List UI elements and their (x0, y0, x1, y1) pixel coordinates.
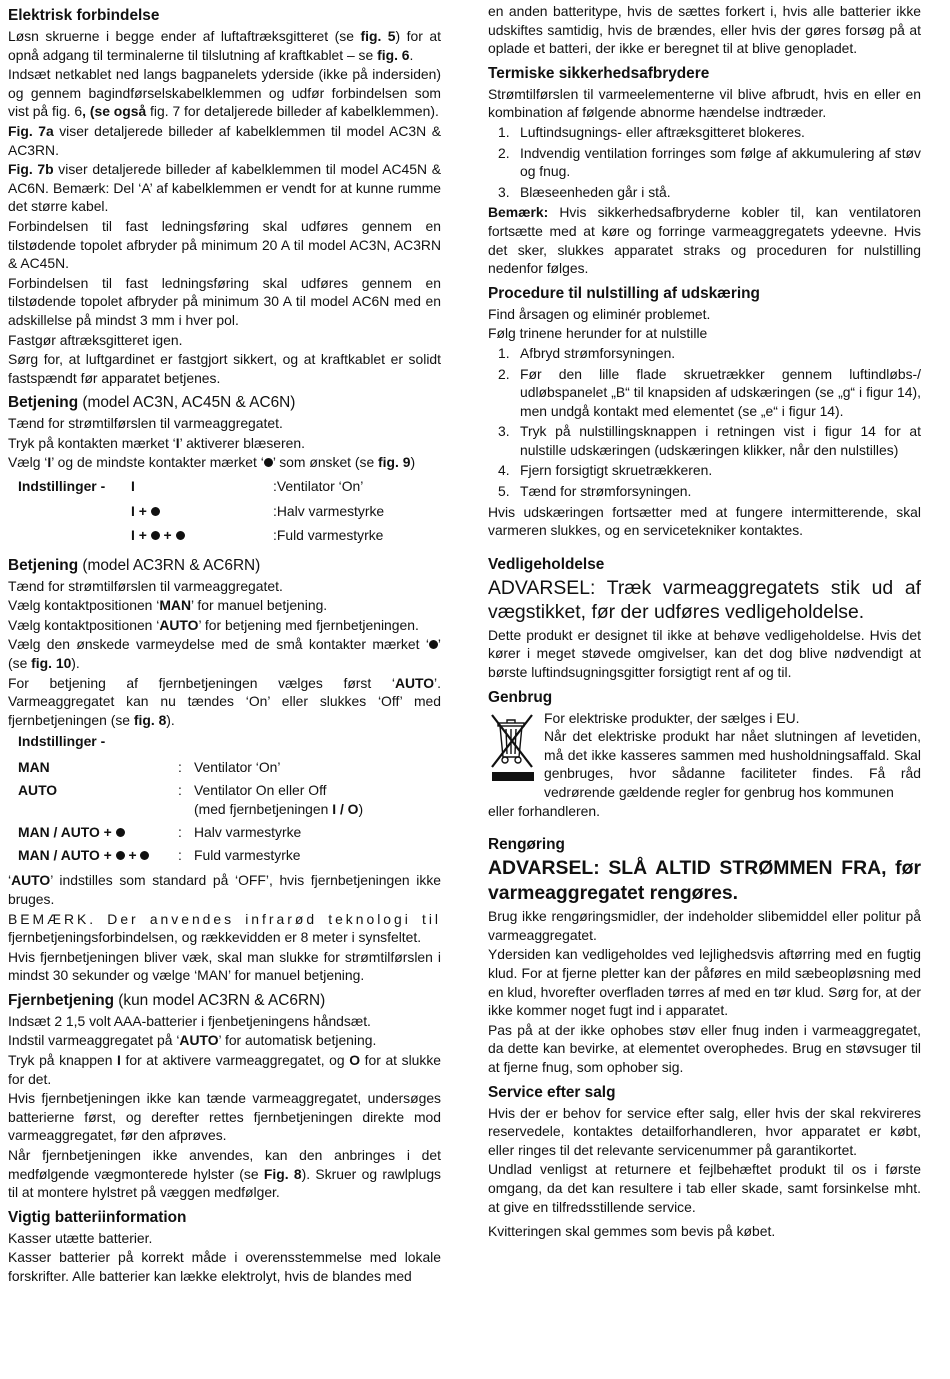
paragraph: Sørg for, at luftgardinet er fastgjort sikkert, og at kraftkablet er solidt fastspændt før apparatet betjenes. (8, 351, 441, 386)
paragraph: Forbindelsen til fast ledningsføring skal udføres gennem en tilstødende topolet afbryder på minimum 30 A til model AC6N med en adskillelse på mindst 3 mm i hver pol. (8, 274, 441, 328)
settings-key: MAN (18, 759, 50, 776)
paragraph: Fastgør aftræksgitteret igen. (8, 331, 183, 348)
list-item: 2. Indvendig ventilation forringes som følge af akkumulering af støv og fnug. (498, 144, 921, 180)
list-item: 4. Fjern forsigtigt skruetrækkeren. (498, 462, 713, 479)
paragraph: Vælg kontaktpositionen ‘AUTO’ for betjening med fjernbetjeningen. (8, 616, 419, 633)
paragraph: For elektriske produkter, der sælges i EU. (544, 709, 800, 726)
paragraph: Løsn skruerne i begge ender af luftaftræksgitteret (se fig. 5) for at opnå adgang til terminalerne til tilslutning af kraftkablet – se fig. 6. (8, 28, 441, 63)
section-title-remote: Fjernbetjening (kun model AC3RN & AC6RN) (8, 991, 326, 1009)
list-item: 2. Før den lille flade skruetrækker gennem luftindløbs-/ udløbspanelet „B“ til knapsiden af udskæringen (se „g“ i figur 14), men undgå kontakt med elementet (se „e“ i figur 14). (498, 365, 921, 419)
paragraph: Vælg ‘I’ og de mindste kontakter mærket ‘ ’ som ønsket (se fig. 9) (8, 454, 416, 471)
paragraph: Når det elektriske produkt har nået slutningen af levetiden, må det ikke kasseres sammen med husholdningsaffald. Skal genbruges, hvor sådanne faciliteter findes. Få råd vedrørende gældende regler for genbrug hos kommunen (544, 728, 921, 800)
paragraph: Tænd for strømtilførslen til varmeaggregatet. (8, 577, 283, 594)
list-item: 3. Blæseenheden går i stå. (498, 183, 671, 200)
paragraph: Ydersiden kan vedligeholdes ved lejlighedsvis aftørring med en fugtig klud. For at fjerne pletter kan der påføres en mild sæbeopløsning med en klud, hvorefter overfladen tørres af med en tør klud. Sørg for, at der ikke kommer noget fugt ind i apparatet. (488, 946, 921, 1019)
settings-value: Halv varmestyrke (194, 824, 302, 841)
settings-table-1 (18, 474, 384, 548)
section-title-thermal: Termiske sikkerhedsafbrydere (488, 64, 710, 82)
paragraph: Hvis fjernbetjeningen ikke kan tænde varmeaggregatet, undersøges batterierne først, og derefter rettes fjernbetjeningen direkte mod varmeaggregatet, før den afprøves. (8, 1090, 441, 1144)
section-title-cleaning: Rengøring (488, 836, 565, 854)
settings-key: AUTO (18, 782, 58, 799)
table-row (18, 756, 363, 779)
settings-value: Ventilator ‘On’ (194, 759, 281, 776)
paragraph: Tryk på kontakten mærket ‘I’ aktiverer blæseren. (8, 434, 305, 451)
settings-value: Ventilator On eller Off (med fjernbetjeningen I / O) (194, 782, 364, 818)
dot-icon (116, 851, 125, 860)
paragraph: Når fjernbetjeningen ikke anvendes, kan den anbringes i det medfølgende vægmonterede hylster (se Fig. 8). Skruer og rawlplugs til at montere hylstret på væggen medfølger. (8, 1147, 442, 1201)
paragraph: Tryk på knappen I for at aktivere varmeaggregatet, og O for at slukke for det. (8, 1052, 442, 1087)
section-title-reset: Procedure til nulstilling af udskæring (488, 284, 760, 302)
spacer (488, 541, 921, 555)
settings-label: Indstillinger - (18, 478, 106, 495)
dot-icon (176, 531, 185, 540)
paragraph: Strømtilførslen til varmeelementerne vil blive afbrudt, hvis en eller en kombination af følgende abnorme hændelse indtræder. (488, 85, 921, 121)
table-row (18, 474, 384, 499)
list-item: 5. Tænd for strømforsyningen. (498, 483, 692, 500)
reset-list (488, 344, 921, 501)
section-title-maintenance: Vedligeholdelse (488, 555, 605, 573)
table-row (18, 523, 384, 548)
dot-icon (140, 851, 149, 860)
paragraph: Find årsagen og eliminér problemet. (488, 305, 711, 322)
paragraph: Tænd for strømtilførslen til varmeaggregatet. (8, 415, 283, 432)
thermal-list (488, 123, 921, 201)
paragraph: Indsæt netkablet ned langs bagpanelets yderside (ikke på indersiden) og gennem bagindførselskabelklemmen og udfør forbindelsen som vist på fig. 6, (se også fig. 7 for detaljerede billeder af kabelklemmen). (8, 66, 441, 120)
paragraph: Kasser utætte batterier. (8, 1229, 153, 1246)
paragraph: Vælg den ønskede varmeydelse med de små kontakter mærket ‘ ’ (se fig. 10). (8, 636, 441, 671)
settings-value: :Ventilator ‘On’ (273, 478, 364, 495)
paragraph: Dette produkt er designet til ikke at behøve vedligeholdelse. Hvis det kører i meget støvede omgivelser, kan det dog blive nødvendigt at børste luftindsugningsgitter forsigtigt rent af og til. (488, 626, 921, 681)
paragraph: Hvis udskæringen fortsætter med at fungere intermitterende, skal varmeren slukkes, og en servicetekniker kontaktes. (488, 503, 921, 539)
paragraph: Hvis der er behov for service efter salg, eller hvis der skal rekvireres reservedele, kontaktes detailforhandleren, hvor apparatet er købt, eller ringes til det relevante servicenummer på garantikortet. (488, 1104, 921, 1158)
colon: : (178, 847, 182, 864)
section-title-operation-1: Betjening (model AC3N, AC45N & AC6N) (8, 394, 296, 412)
warning-text: ADVARSEL: Træk varmeaggregatets stik ud af vægstikket, før der udføres vedligeholdelse. (488, 576, 921, 624)
settings-key: MAN / AUTO + + (18, 844, 178, 867)
section-title-recycling: Genbrug (488, 688, 553, 706)
colon: : (178, 824, 182, 841)
paragraph: Bemærk: Hvis sikkerhedsafbryderne kobler til, kan ventilatoren fortsætte med at køre og forringe varmeaggregatets ydeevne. Hvis det sker, slukkes apparatet straks og proceduren for nulstilling nedenfor følges. (488, 204, 921, 277)
left-column (8, 6, 441, 1287)
paragraph: Fig. 7b viser detaljerede billeder af kabelklemmen til model AC45N & AC6N. Bemærk: Del ‘A’ af kabelklemmen er vendt for at kunne rumme det større kabel. (8, 161, 441, 215)
dot-icon (116, 828, 125, 837)
settings-key: MAN / AUTO + (18, 821, 178, 844)
paragraph: For betjening af fjernbetjeningen vælges først ‘AUTO’. Varmeaggregatet kan nu tændes ‘On’ eller slukkes ‘Off’ med fjernbetjeningen (se fig. 8). (8, 674, 441, 728)
paragraph: Vælg kontaktpositionen ‘MAN’ for manuel betjening. (8, 597, 328, 614)
paragraph: Følg trinene herunder for at nulstille (488, 325, 708, 342)
colon: : (178, 782, 182, 799)
paragraph: Pas på at der ikke ophobes støv eller fnug inden i varmeaggregatet, da dette kan bevirke, at elementet overophedes. Brug en støvsuger til at fjerne fnug, som ophober sig. (488, 1021, 921, 1075)
paragraph: eller forhandleren. (488, 802, 600, 819)
settings-key: I + + (131, 523, 273, 548)
colon: : (178, 759, 182, 776)
paragraph: Fig. 7a viser detaljerede billeder af kabelklemmen til model AC3N & AC3RN. (8, 122, 441, 158)
settings-label: Indstillinger - (18, 733, 106, 750)
settings-key: I + (131, 499, 273, 524)
paragraph: BEMÆRK. Der anvendes infrarød teknologi til fjernbetjeningsforbindelsen, og rækkevidden er 8 meter i synsfeltet. (8, 910, 441, 946)
list-item: 1. Luftindsugnings- eller aftræksgitteret blokeres. (498, 123, 805, 140)
paragraph: ‘AUTO’ indstilles som standard på ‘OFF’, hvis fjernbetjeningen ikke bruges. (8, 872, 441, 907)
list-item: 1. Afbryd strømforsyningen. (498, 344, 676, 361)
table-row (18, 779, 363, 821)
settings-value: :Halv varmestyrke (273, 502, 385, 519)
settings-value: Fuld varmestyrke (194, 847, 301, 864)
settings-value: :Fuld varmestyrke (273, 527, 384, 544)
spacer (488, 821, 921, 835)
recycling-block (488, 709, 921, 802)
table-row (18, 499, 384, 524)
paragraph: Indstil varmeaggregatet på ‘AUTO’ for automatisk betjening. (8, 1032, 377, 1049)
right-column (488, 2, 921, 1242)
section-title-operation-2: Betjening (model AC3RN & AC6RN) (8, 556, 261, 574)
section-title-battery: Vigtig batteriinformation (8, 1208, 187, 1226)
paragraph: en anden batteritype, hvis de sættes forkert i, hvis alle batterier ikke udskiftes samtidig, hvis de brændes, eller hvis der gøres forsøg på at oplade et batteri, der ikke er beregnet til at blive genopladet. (488, 3, 921, 57)
dot-icon (429, 640, 438, 649)
paragraph: Kasser batterier på korrekt måde i overensstemmelse med lokale forskrifter. Alle batterier kan lække elektrolyt, hvis de blandes med (8, 1249, 441, 1284)
table-row (18, 821, 363, 844)
paragraph: Undlad venligst at returnere et fejlbehæftet produkt til os i første omgang, da det kan resultere i tab eller skade, samt forsinkelse mht. at give en tilfredsstillende service. (488, 1161, 921, 1215)
paragraph: Indsæt 2 1,5 volt AAA-batterier i fjenbetjeningens håndsæt. (8, 1012, 371, 1029)
paragraph: Forbindelsen til fast ledningsføring skal udføres gennem en tilstødende topolet afbryder på minimum 20 A til model AC3N, AC3RN & AC45N. (8, 217, 441, 272)
recycling-text (544, 709, 921, 802)
dot-icon (151, 531, 160, 540)
warning-text: ADVARSEL: SLÅ ALTID STRØMMEN FRA, før varmeaggregatet rengøres. (488, 857, 921, 904)
table-row (18, 730, 363, 756)
list-item: 3. Tryk på nulstillingsknappen i retningen vist i figur 14 for at nulstille udskæringen (udskæringen klikker, når den nulstilles) (498, 423, 921, 458)
table-row (18, 844, 363, 867)
paragraph: Hvis fjernbetjeningen bliver væk, skal man slukke for strømtilførslen i mindst 30 sekunder og vælge ‘MAN’ for manuel betjening. (8, 948, 441, 984)
paragraph: Brug ikke rengøringsmidler, der indeholder slibemiddel eller politur på varmeaggregatet. (488, 908, 921, 943)
paragraph: Kvitteringen skal gemmes som bevis på købet. (488, 1223, 776, 1240)
section-title-electrical: Elektrisk forbindelse (8, 7, 160, 24)
weee-bin-icon (488, 709, 544, 802)
settings-table-2 (18, 730, 363, 867)
section-title-service: Service efter salg (488, 1083, 616, 1101)
dot-icon (151, 507, 160, 516)
settings-key: I (131, 478, 135, 495)
dot-icon (264, 458, 273, 467)
